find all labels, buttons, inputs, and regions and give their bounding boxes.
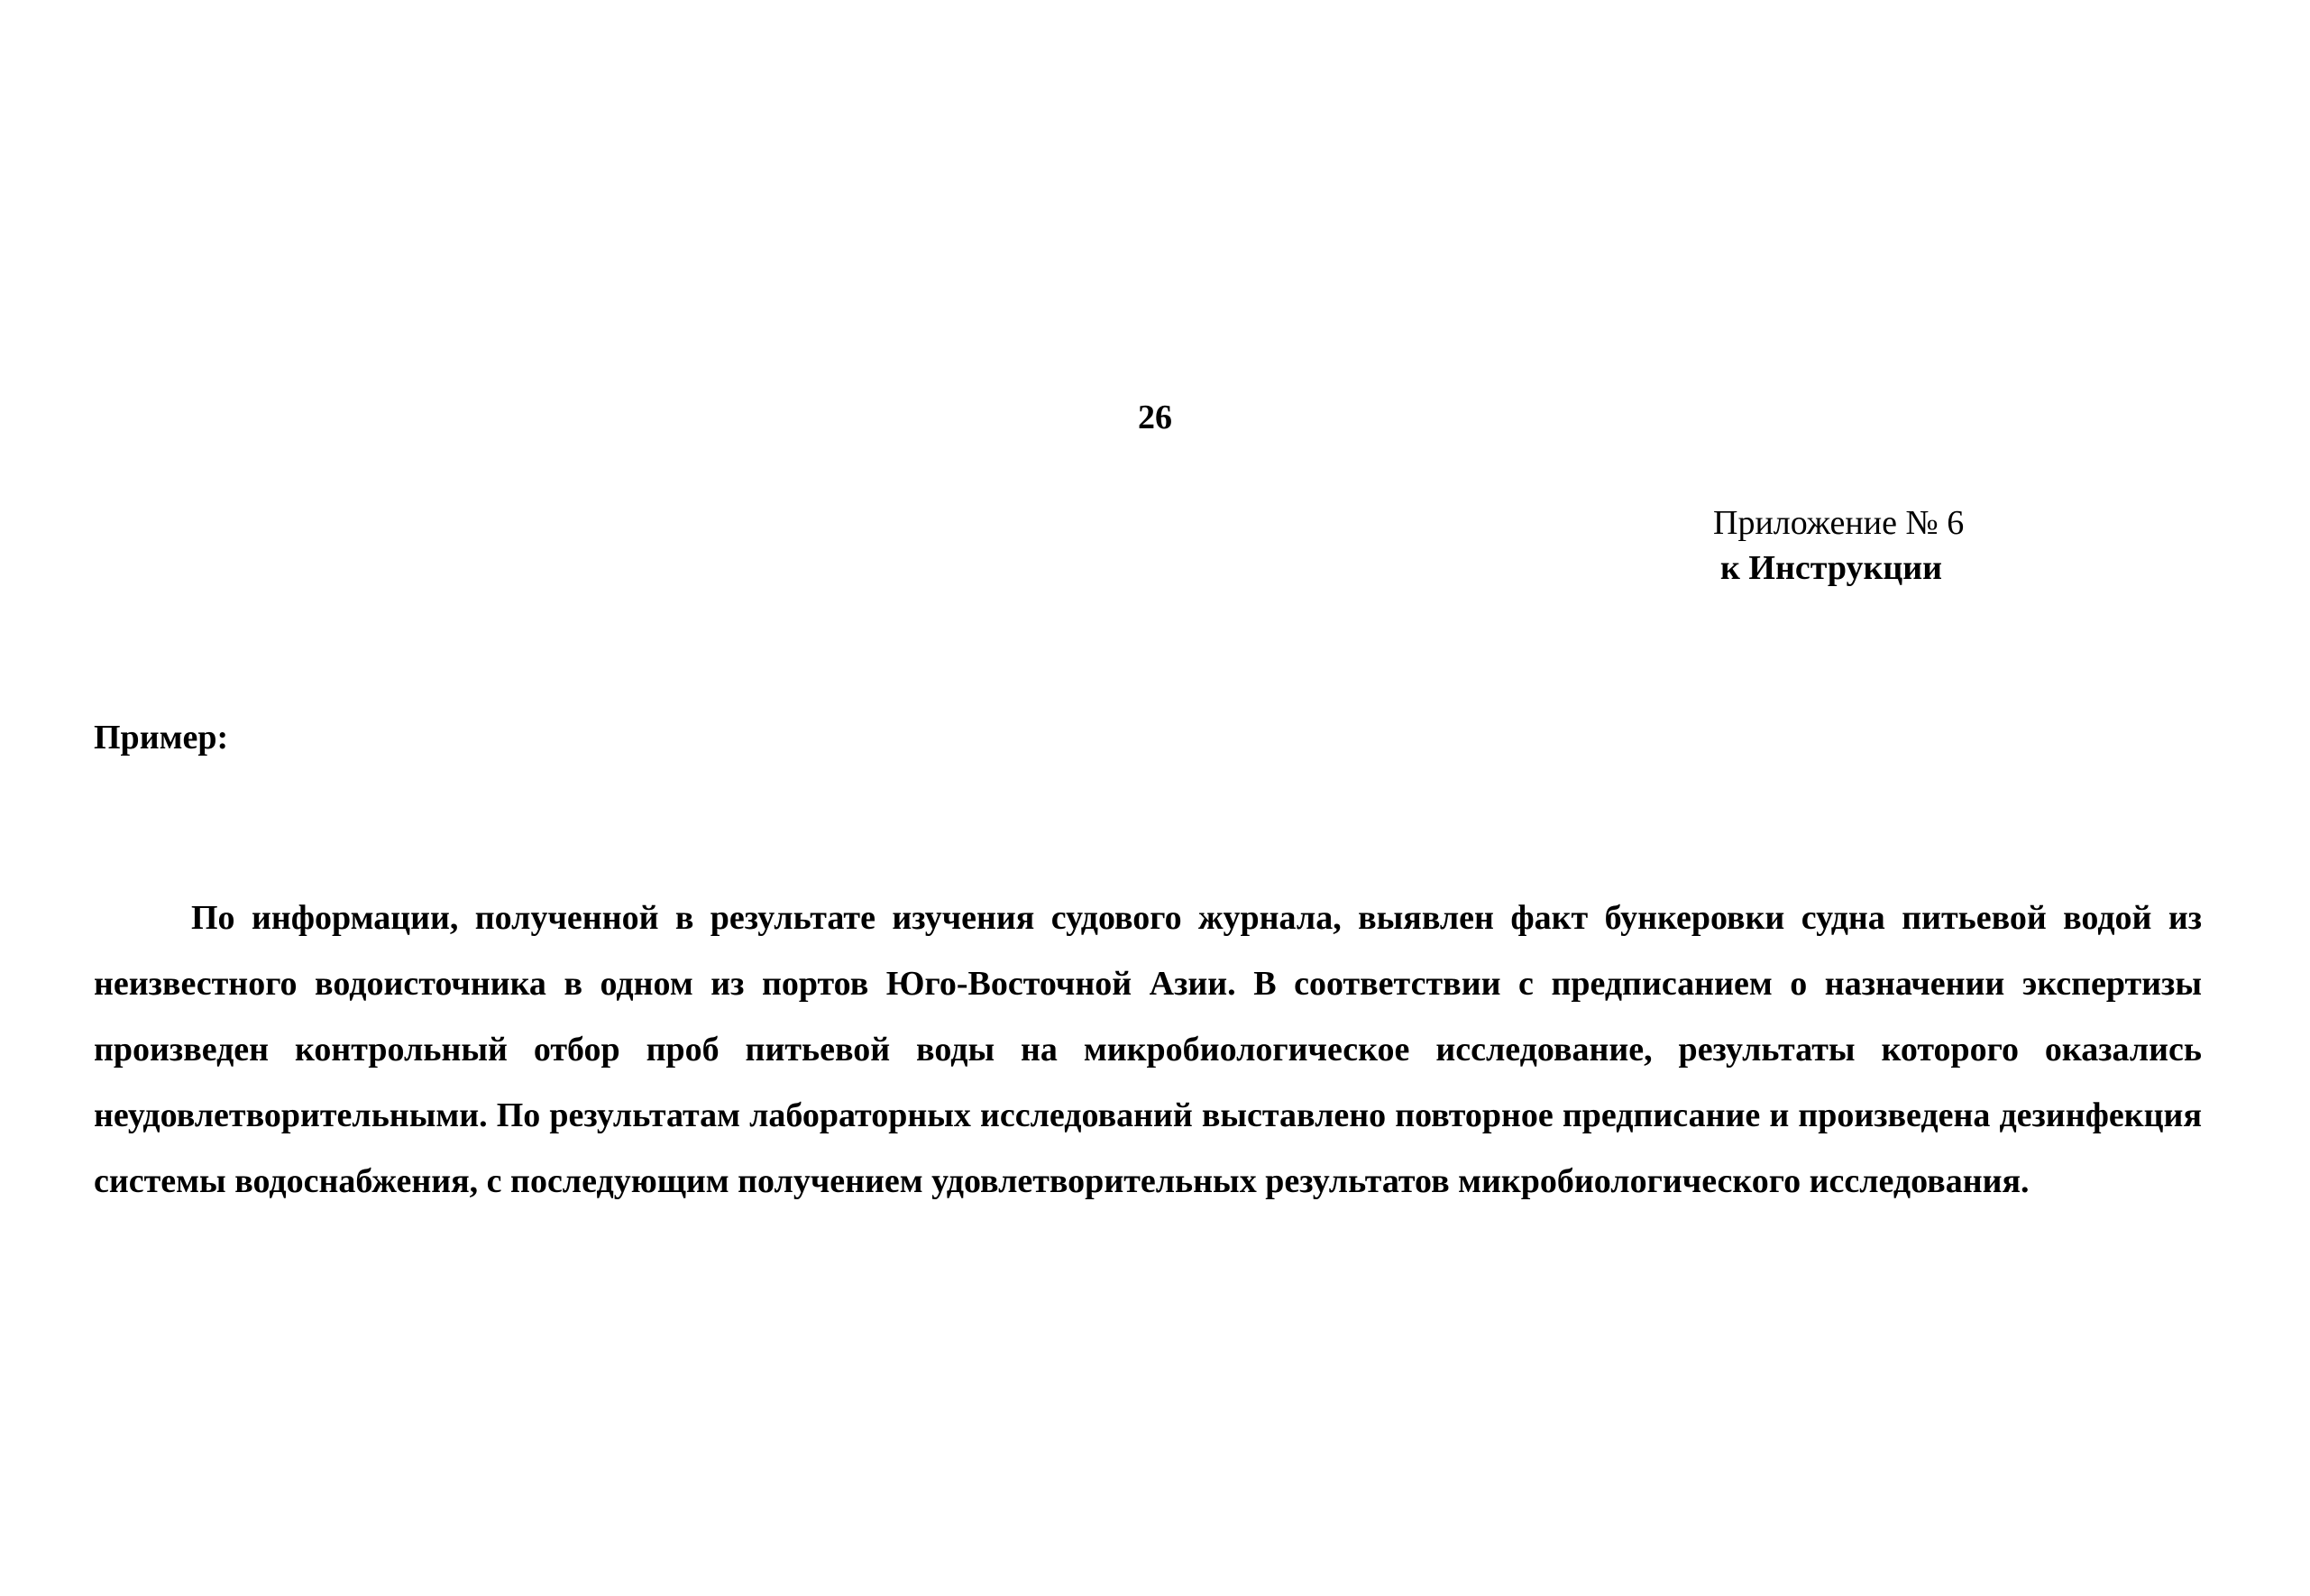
- appendix-instruction: к Инструкции: [1720, 549, 1943, 587]
- appendix-number: Приложение № 6: [1713, 504, 1965, 542]
- appendix-reference: [1713, 500, 1964, 591]
- example-paragraph: По информации, полученной в результате изучения судового журнала, выявлен факт бункеровки судна питьевой водой из неизвестного водоисточника в одном из портов Юго-Восточной Азии. В соответствии с предписанием о назначении экспертизы произведен контрольный отбор проб питьевой воды на микробиологическое исследование, результаты которого оказались неудовлетворительными. По результатам лабораторных исследований выставлено повторное предписание и произведена дезинфекция системы водоснабжения, с последующим получением удовлетворительных результатов микробиологического исследования.: [94, 899, 2202, 1200]
- page-number: 26: [1138, 399, 1172, 436]
- example-heading: Пример:: [94, 719, 229, 757]
